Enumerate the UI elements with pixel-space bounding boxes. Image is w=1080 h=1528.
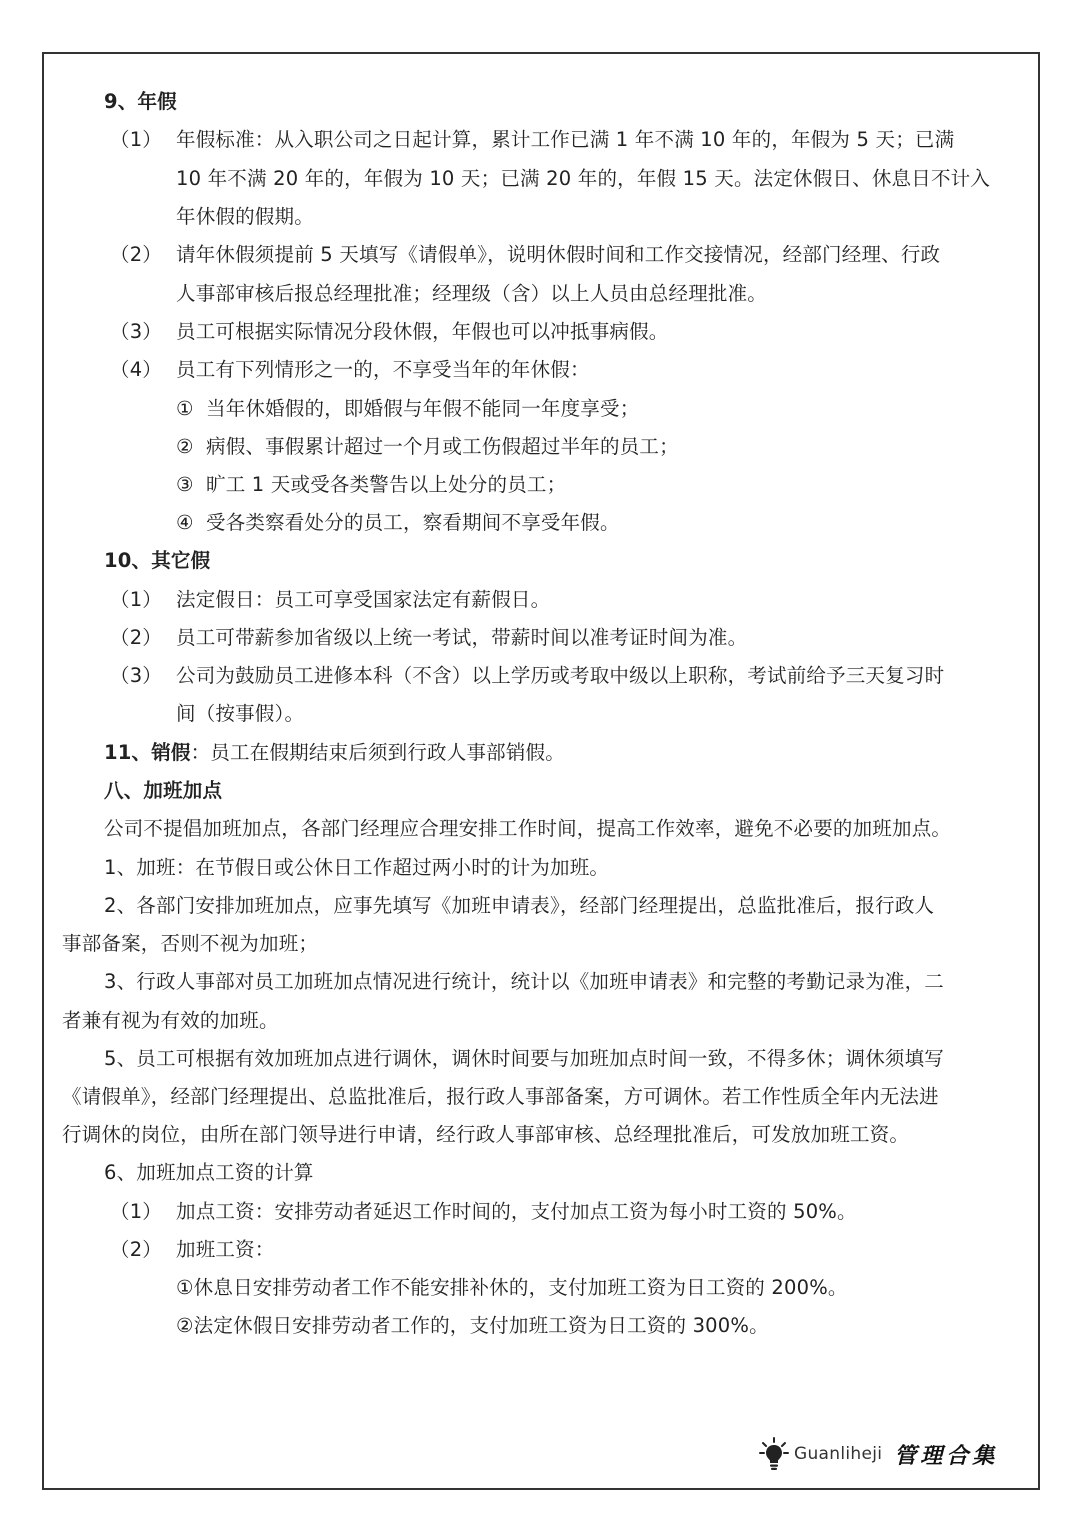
item-number: （2） [110, 626, 163, 649]
sub-item-text: 旷工 1 天或受各类警告以上处分的员工； [206, 473, 567, 496]
overtime-pay-item-2a: ①休息日安排劳动者工作不能安排补休的，支付加班工资为日工资的 200%。 [176, 1276, 848, 1299]
sub-item-text: 当年休婚假的，即婚假与年假不能同一年度享受； [206, 397, 640, 420]
item-text: 法定假日：员工可享受国家法定有薪假日。 [176, 588, 551, 611]
item-text: 员工可带薪参加省级以上统一考试，带薪时间以准考证时间为准。 [176, 626, 748, 649]
s10-item-3-line1 [110, 664, 944, 688]
section-10-title: 10、其它假 [104, 549, 211, 572]
overtime-rule-5-line3: 行调休的岗位，由所在部门领导进行申请，经行政人事部审核、总经理批准后，可发放加班工资。 [62, 1123, 910, 1146]
s9-item-1-line2: 10 年不满 20 年的，年假为 10 天；已满 20 年的，年假 15 天。法定休假日、休息日不计入 [176, 167, 991, 190]
section-9-title: 9、年假 [104, 90, 177, 113]
s10-item-1 [110, 588, 550, 612]
s9-item-1-line3: 年休假的假期。 [176, 205, 314, 228]
s9-item-4 [110, 358, 590, 382]
overtime-rule-5-line2: 《请假单》，经部门经理提出、总监批准后，报行政人事部备案，方可调休。若工作性质全年内无法进 [62, 1085, 939, 1108]
item-text: 公司为鼓励员工进修本科（不含）以上学历或考取中级以上职称，考试前给予三天复习时 [176, 664, 945, 687]
item-number: （3） [110, 320, 163, 343]
s10-item-3-line2: 间（按事假）。 [176, 702, 305, 725]
overtime-rule-5-line1: 5、员工可根据有效加班加点进行调休，调休时间要与加班加点时间一致，不得多休；调休须填写 [104, 1047, 945, 1070]
section-11-title: 11、销假 [104, 741, 191, 764]
item-number: （2） [110, 243, 163, 266]
item-text: 加点工资：安排劳动者延迟工作时间的，支付加点工资为每小时工资的 50%。 [176, 1200, 857, 1223]
overtime-rule-3-line1: 3、行政人事部对员工加班加点情况进行统计，统计以《加班申请表》和完整的考勤记录为准，二 [104, 970, 945, 993]
item-number: （4） [110, 358, 163, 381]
lightbulb-icon [758, 1436, 790, 1472]
circled-number: ② [176, 435, 194, 458]
overtime-rule-3-line2: 者兼有视为有效的加班。 [62, 1009, 279, 1032]
section-overtime-title: 八、加班加点 [104, 779, 223, 802]
circled-number: ③ [176, 473, 194, 496]
page-border [42, 52, 1040, 1490]
item-text: 员工有下列情形之一的，不享受当年的年休假： [176, 358, 590, 381]
overtime-intro: 公司不提倡加班加点，各部门经理应合理安排工作时间，提高工作效率，避免不必要的加班加点。 [104, 817, 952, 840]
item-number: （3） [110, 664, 163, 687]
brand-name-cn: 管理合集 [894, 1443, 999, 1469]
footer-brand [758, 1436, 998, 1472]
overtime-rule-2-line2: 事部备案，否则不视为加班； [62, 932, 319, 955]
brand-name-en: Guanliheji [794, 1444, 883, 1464]
item-number: （1） [110, 1200, 163, 1223]
item-text: 请年休假须提前 5 天填写《请假单》，说明休假时间和工作交接情况，经部门经理、行政 [176, 243, 941, 266]
overtime-pay-item-2 [110, 1238, 275, 1262]
s9-item-4-sub-2 [176, 435, 679, 459]
s9-item-4-sub-1 [176, 397, 639, 421]
item-text: 年假标准：从入职公司之日起计算，累计工作已满 1 年不满 10 年的，年假为 5 天；已满 [176, 128, 955, 151]
section-11-text: ：员工在假期结束后须到行政人事部销假。 [190, 741, 565, 764]
circled-number: ① [176, 397, 194, 420]
sub-item-text: 受各类察看处分的员工，察看期间不享受年假。 [206, 511, 620, 534]
circled-number: ④ [176, 511, 194, 534]
section-11 [104, 741, 565, 765]
overtime-rule-1: 1、加班：在节假日或公休日工作超过两小时的计为加班。 [104, 856, 610, 879]
item-number: （1） [110, 588, 163, 611]
sub-item-text: 病假、事假累计超过一个月或工伤假超过半年的员工； [206, 435, 679, 458]
s10-item-2 [110, 626, 747, 650]
overtime-rule-2-line1: 2、各部门安排加班加点，应事先填写《加班申请表》，经部门经理提出，总监批准后，报行政人 [104, 894, 935, 917]
s9-item-4-sub-3 [176, 473, 566, 497]
overtime-pay-title: 6、加班加点工资的计算 [104, 1161, 314, 1184]
s9-item-4-sub-4 [176, 511, 620, 535]
s9-item-3 [110, 320, 669, 344]
overtime-pay-item-2b: ②法定休假日安排劳动者工作的，支付加班工资为日工资的 300%。 [176, 1314, 769, 1337]
item-number: （2） [110, 1238, 163, 1261]
s9-item-2-line2: 人事部审核后报总经理批准；经理级（含）以上人员由总经理批准。 [176, 282, 768, 305]
item-number: （1） [110, 128, 163, 151]
s9-item-2-line1 [110, 243, 940, 267]
s9-item-1-line1 [110, 128, 954, 152]
item-text: 员工可根据实际情况分段休假，年假也可以冲抵事病假。 [176, 320, 669, 343]
item-text: 加班工资： [176, 1238, 275, 1261]
overtime-pay-item-1 [110, 1200, 857, 1224]
